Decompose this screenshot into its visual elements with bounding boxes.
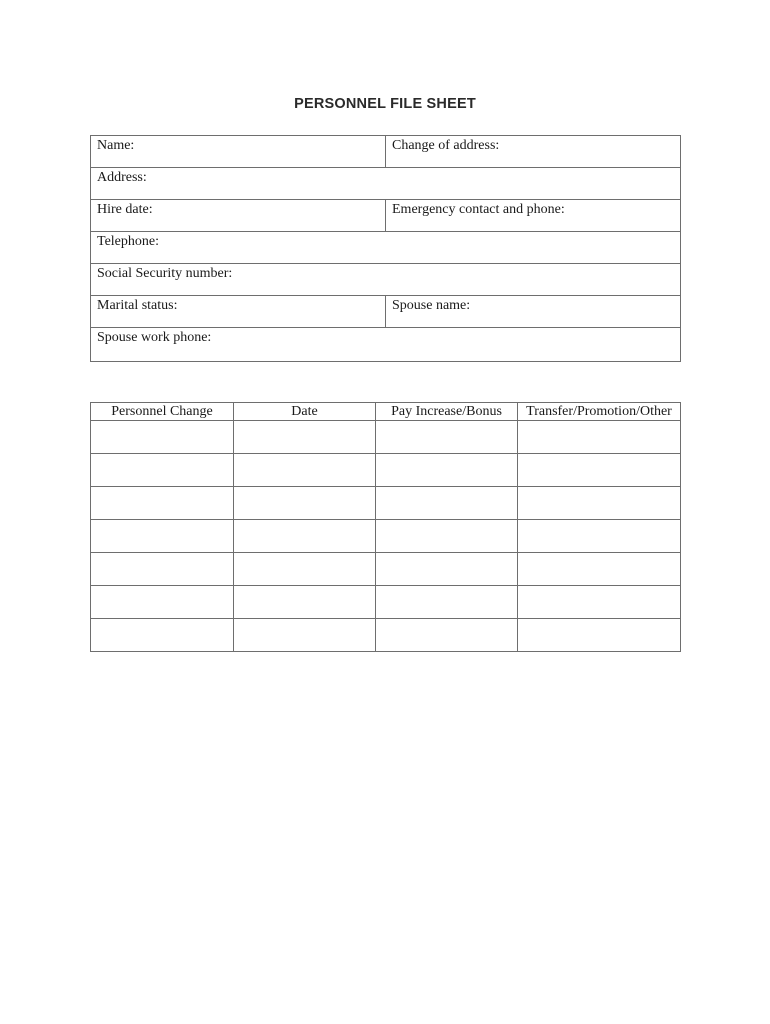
info-row <box>91 232 681 264</box>
transfer-promotion-cell[interactable] <box>518 454 681 487</box>
table-row <box>91 421 681 454</box>
spouse-work-phone-field[interactable]: Spouse work phone: <box>91 328 681 362</box>
social-security-field[interactable]: Social Security number: <box>91 264 681 296</box>
header-date: Date <box>234 403 376 421</box>
date-cell[interactable] <box>234 454 376 487</box>
info-row <box>91 296 681 328</box>
telephone-field[interactable]: Telephone: <box>91 232 681 264</box>
date-cell[interactable] <box>234 520 376 553</box>
pay-increase-cell[interactable] <box>376 586 518 619</box>
personnel-change-cell[interactable] <box>91 487 234 520</box>
info-row <box>91 200 681 232</box>
date-cell[interactable] <box>234 553 376 586</box>
date-cell[interactable] <box>234 586 376 619</box>
table-row <box>91 520 681 553</box>
pay-increase-cell[interactable] <box>376 520 518 553</box>
header-pay-increase-bonus: Pay Increase/Bonus <box>376 403 518 421</box>
date-cell[interactable] <box>234 619 376 652</box>
personnel-change-cell[interactable] <box>91 586 234 619</box>
page-title: PERSONNEL FILE SHEET <box>294 96 476 112</box>
transfer-promotion-cell[interactable] <box>518 487 681 520</box>
header-transfer-promotion-other: Transfer/Promotion/Other <box>518 403 681 421</box>
info-row <box>91 168 681 200</box>
marital-status-field[interactable]: Marital status: <box>91 296 386 328</box>
date-cell[interactable] <box>234 421 376 454</box>
info-row <box>91 264 681 296</box>
pay-increase-cell[interactable] <box>376 553 518 586</box>
pay-increase-cell[interactable] <box>376 619 518 652</box>
table-row <box>91 619 681 652</box>
personnel-change-table <box>90 402 681 652</box>
name-field[interactable]: Name: <box>91 136 386 168</box>
transfer-promotion-cell[interactable] <box>518 520 681 553</box>
personnel-change-cell[interactable] <box>91 454 234 487</box>
table-row <box>91 454 681 487</box>
personnel-change-cell[interactable] <box>91 553 234 586</box>
table-row <box>91 553 681 586</box>
change-table-body <box>91 421 681 652</box>
emergency-contact-field[interactable]: Emergency contact and phone: <box>386 200 681 232</box>
header-personnel-change: Personnel Change <box>91 403 234 421</box>
personnel-change-cell[interactable] <box>91 619 234 652</box>
transfer-promotion-cell[interactable] <box>518 421 681 454</box>
spouse-name-field[interactable]: Spouse name: <box>386 296 681 328</box>
address-field[interactable]: Address: <box>91 168 681 200</box>
info-row <box>91 136 681 168</box>
table-row <box>91 487 681 520</box>
pay-increase-cell[interactable] <box>376 487 518 520</box>
transfer-promotion-cell[interactable] <box>518 619 681 652</box>
transfer-promotion-cell[interactable] <box>518 586 681 619</box>
change-table-header-row <box>91 403 681 421</box>
transfer-promotion-cell[interactable] <box>518 553 681 586</box>
pay-increase-cell[interactable] <box>376 454 518 487</box>
date-cell[interactable] <box>234 487 376 520</box>
personal-info-table <box>90 135 681 362</box>
pay-increase-cell[interactable] <box>376 421 518 454</box>
hire-date-field[interactable]: Hire date: <box>91 200 386 232</box>
change-of-address-field[interactable]: Change of address: <box>386 136 681 168</box>
personnel-change-cell[interactable] <box>91 421 234 454</box>
table-row <box>91 586 681 619</box>
info-row <box>91 328 681 362</box>
personnel-change-cell[interactable] <box>91 520 234 553</box>
